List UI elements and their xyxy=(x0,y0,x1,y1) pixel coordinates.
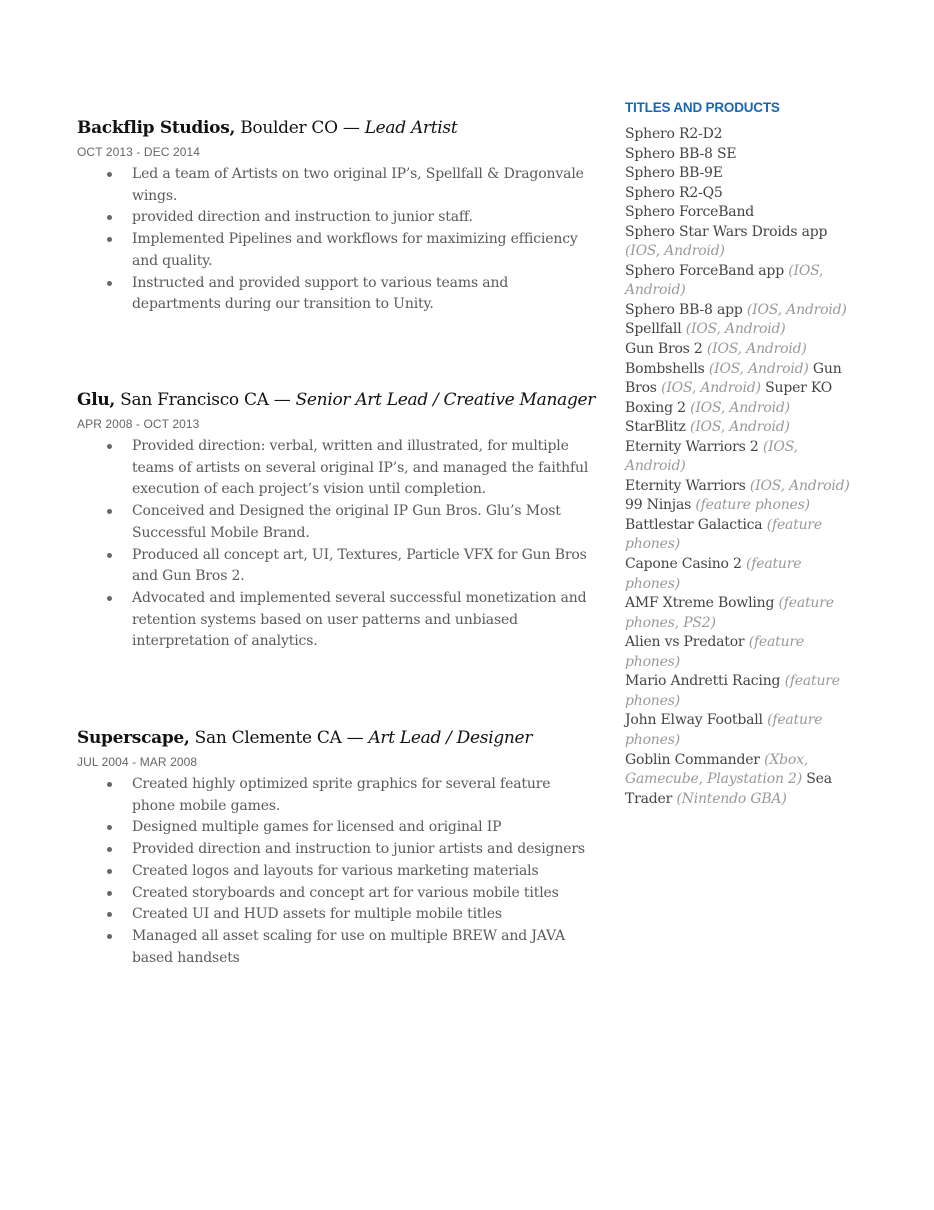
title-name: Sphero Star Wars Droids app xyxy=(625,223,828,240)
title-platform: (IOS, Android) xyxy=(690,399,790,416)
bullet-item: provided direction and instruction to junior staff. xyxy=(77,207,597,229)
title-platform: (Nintendo GBA) xyxy=(676,790,787,807)
title-name: Bombshells xyxy=(625,360,705,377)
bullet-item: Instructed and provided support to various teams and departments during our transition to Unity. xyxy=(77,273,597,316)
title-line xyxy=(625,320,850,340)
company-name: Superscape, xyxy=(77,728,190,748)
title-name: StarBlitz xyxy=(625,419,686,436)
bullet-item: Conceived and Designed the original IP Gun Bros. Glu’s Most Successful Mobile Brand. xyxy=(77,501,597,544)
title-name: Sphero BB-9E xyxy=(625,165,723,182)
title-line xyxy=(625,262,850,301)
title-line xyxy=(625,672,850,711)
company-name: Backflip Studios, xyxy=(77,118,236,138)
title-platform: (feature phones) xyxy=(625,673,840,709)
title-line xyxy=(625,555,850,594)
title-platform: (IOS, Android) xyxy=(746,301,847,318)
title-line xyxy=(625,477,850,497)
title-name: Battlestar Galactica xyxy=(625,516,763,533)
bullet-item: Created highly optimized sprite graphics for several feature phone mobile games. xyxy=(77,774,597,817)
job-bullets xyxy=(77,164,597,316)
job-heading xyxy=(77,390,597,410)
job-bullets xyxy=(77,436,597,653)
title-line xyxy=(625,360,850,419)
title-platform: (Xbox, Gamecube, Playstation 2) xyxy=(625,751,809,788)
title-line xyxy=(625,145,850,165)
title-name: Alien vs Predator xyxy=(625,634,745,651)
title-name: Sphero BB-8 SE xyxy=(625,145,737,162)
title-line xyxy=(625,711,850,750)
job-bullets xyxy=(77,774,597,969)
title-platform: (IOS, Android) xyxy=(661,380,761,397)
title-name: Sphero ForceBand xyxy=(625,204,755,221)
job-entry xyxy=(77,390,597,653)
title-line xyxy=(625,751,850,810)
job-dates: APR 2008 - OCT 2013 xyxy=(77,417,200,431)
title-name: Gun Bros xyxy=(625,360,842,397)
title-name: John Elway Football xyxy=(625,712,763,729)
title-platform: (IOS, Android) xyxy=(706,341,807,358)
title-name: Spellfall xyxy=(625,321,682,338)
bullet-item: Led a team of Artists on two original IP’s, Spellfall & Dragonvale wings. xyxy=(77,164,597,207)
job-location: San Clemente CA — xyxy=(194,728,364,748)
title-line xyxy=(625,203,850,223)
bullet-item: Advocated and implemented several successful monetization and retention systems based on user patterns and unbiased interpretation of analytics. xyxy=(77,588,597,653)
title-platform: (IOS, Android) xyxy=(685,321,786,338)
title-line xyxy=(625,164,850,184)
bullet-item: Managed all asset scaling for use on multiple BREW and JAVA based handsets xyxy=(77,926,597,969)
title-line xyxy=(625,418,850,438)
title-platform: (feature phones) xyxy=(695,497,810,514)
title-name: Gun Bros 2 xyxy=(625,341,703,358)
title-name: Goblin Commander xyxy=(625,751,760,768)
title-name: 99 Ninjas xyxy=(625,497,692,514)
title-line xyxy=(625,496,850,516)
title-name: Super KO Boxing 2 xyxy=(625,380,833,416)
title-name: Sphero R2-D2 xyxy=(625,126,723,142)
title-name: Eternity Warriors 2 xyxy=(625,438,759,455)
job-role: Senior Art Lead / Creative Manager xyxy=(295,390,596,410)
title-platform: (IOS, Android) xyxy=(625,243,725,260)
title-line xyxy=(625,516,850,555)
bullet-item: Provided direction and instruction to junior artists and designers xyxy=(77,839,597,861)
title-line xyxy=(625,184,850,204)
title-line xyxy=(625,633,850,672)
title-line xyxy=(625,223,850,262)
bullet-item: Produced all concept art, UI, Textures, Particle VFX for Gun Bros and Gun Bros 2. xyxy=(77,545,597,588)
title-line xyxy=(625,125,850,145)
bullet-item: Implemented Pipelines and workflows for maximizing efficiency and quality. xyxy=(77,229,597,272)
job-location: San Francisco CA — xyxy=(120,390,291,410)
bullet-item: Provided direction: verbal, written and illustrated, for multiple teams of artists on several original IP’s, and managed the faithful execution of each project’s vision until completion. xyxy=(77,436,597,501)
title-line xyxy=(625,301,850,321)
title-line xyxy=(625,438,850,477)
title-name: Sphero BB-8 app xyxy=(625,301,743,318)
company-name: Glu, xyxy=(77,390,116,410)
bullet-item: Designed multiple games for licensed and original IP xyxy=(77,817,597,839)
title-platform: (IOS, Android) xyxy=(749,477,850,494)
title-platform: (IOS, Android) xyxy=(625,262,824,299)
title-name: Mario Andretti Racing xyxy=(625,673,781,690)
title-name: Sphero ForceBand app xyxy=(625,262,784,279)
title-line xyxy=(625,594,850,633)
job-dates: JUL 2004 - MAR 2008 xyxy=(77,755,198,769)
bullet-item: Created UI and HUD assets for multiple mobile titles xyxy=(77,904,597,926)
title-platform: (feature phones) xyxy=(625,712,823,748)
title-name: Sea Trader xyxy=(625,771,832,807)
title-platform: (feature phones, PS2) xyxy=(625,595,834,631)
job-heading xyxy=(77,118,597,138)
title-name: Eternity Warriors xyxy=(625,477,746,494)
job-role: Art Lead / Designer xyxy=(368,728,533,748)
title-line xyxy=(625,340,850,360)
job-entry xyxy=(77,118,597,316)
job-role: Lead Artist xyxy=(364,118,458,138)
bullet-item: Created logos and layouts for various marketing materials xyxy=(77,861,597,883)
title-platform: (IOS, Android) xyxy=(689,419,790,436)
title-platform: (IOS, Android) xyxy=(708,360,809,377)
titles-column xyxy=(625,100,850,809)
titles-heading: TITLES AND PRODUCTS xyxy=(625,100,780,115)
title-platform: (IOS, Android) xyxy=(625,438,798,475)
title-platform: (feature phones) xyxy=(625,556,802,592)
job-location: Boulder CO — xyxy=(240,118,360,138)
title-name: Capone Casino 2 xyxy=(625,556,742,573)
bullet-item: Created storyboards and concept art for various mobile titles xyxy=(77,883,597,905)
job-heading xyxy=(77,728,597,748)
job-dates: OCT 2013 - DEC 2014 xyxy=(77,145,201,159)
title-platform: (feature phones) xyxy=(625,516,822,553)
title-platform: (feature phones) xyxy=(625,634,804,670)
job-entry xyxy=(77,728,597,969)
title-name: Sphero R2-Q5 xyxy=(625,184,723,201)
title-name: AMF Xtreme Bowling xyxy=(625,595,775,612)
titles-list xyxy=(625,125,850,809)
